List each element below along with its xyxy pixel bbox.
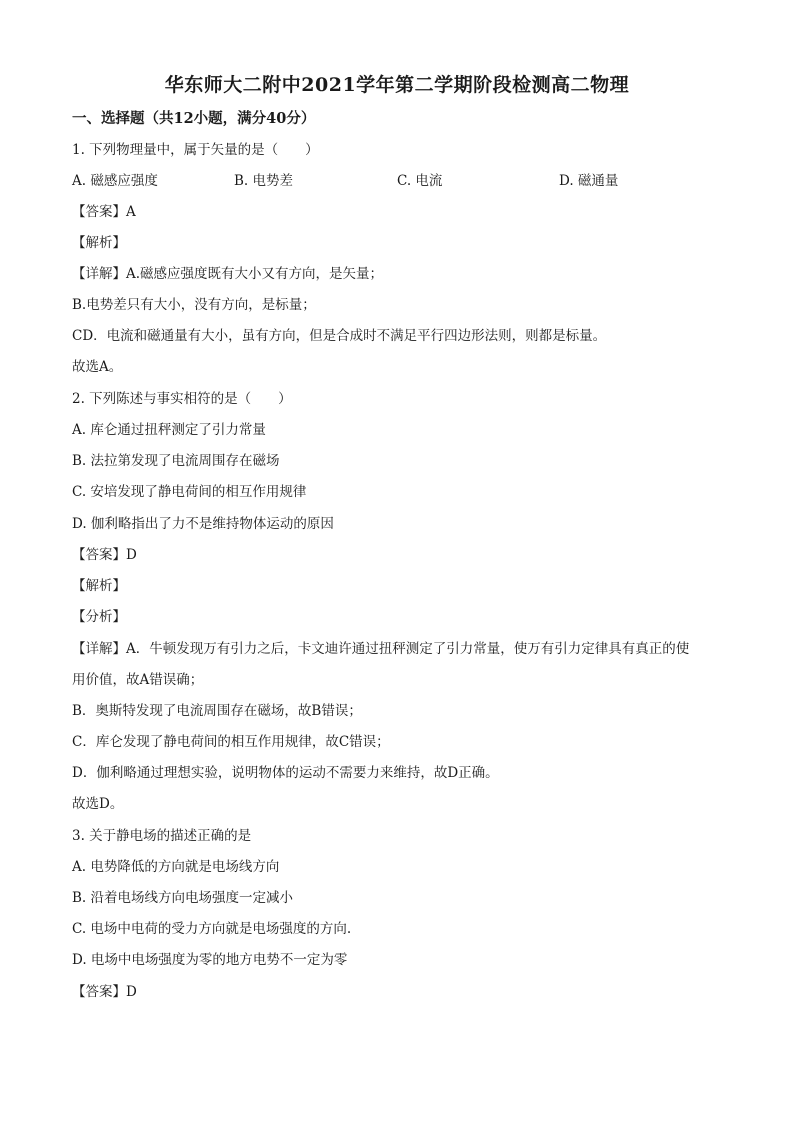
- question-3-answer: 【答案】D: [72, 984, 137, 1000]
- question-2-detail-line: 用价值，故A错误确；: [72, 672, 204, 688]
- question-1-analysis-label: 【解析】: [72, 235, 126, 251]
- question-1-options: [72, 172, 732, 190]
- question-2-option-b: B. 法拉第发现了电流周围存在磁场: [72, 453, 280, 469]
- question-2-answer: 【答案】D: [72, 547, 137, 563]
- question-3-option-d: D. 电场中电场强度为零的地方电势不一定为零: [72, 952, 348, 968]
- question-1-detail-line: CD．电流和磁通量有大小，虽有方向，但是合成时不满足平行四边形法则，则都是标量。: [72, 328, 607, 344]
- question-3-stem: 3. 关于静电场的描述正确的是: [72, 828, 252, 844]
- question-1-detail-line: 【详解】A.磁感应强度既有大小又有方向，是矢量；: [72, 266, 384, 282]
- question-2-analysis-label: 【解析】: [72, 578, 126, 594]
- question-1-option-c: C. 电流: [397, 173, 443, 189]
- question-2-stem: 2. 下列陈述与事实相符的是（ ）: [72, 391, 292, 407]
- question-2-detail-line: C．库仑发现了静电荷间的相互作用规律，故C错误；: [72, 734, 390, 750]
- page-title: 华东师大二附中2021学年第二学期阶段检测高二物理: [164, 74, 630, 96]
- question-2-option-a: A. 库仑通过扭秤测定了引力常量: [72, 422, 266, 438]
- section-heading: 一、选择题（共12小题，满分40分）: [72, 110, 316, 127]
- question-1-detail-line: 故选A。: [72, 359, 123, 375]
- question-1-option-a: A. 磁感应强度: [72, 173, 158, 189]
- question-2-detail-line: B．奥斯特发现了电流周围存在磁场，故B错误；: [72, 703, 362, 719]
- question-2-fenxi-label: 【分析】: [72, 609, 126, 625]
- question-3-option-a: A. 电势降低的方向就是电场线方向: [72, 859, 280, 875]
- question-2-detail-line: 【详解】A．牛顿发现万有引力之后，卡文迪许通过扭秤测定了引力常量，使万有引力定律具有真正的使: [72, 641, 690, 657]
- question-1-stem: 1. 下列物理量中，属于矢量的是（ ）: [72, 142, 319, 158]
- question-2-option-d: D. 伽利略指出了力不是维持物体运动的原因: [72, 516, 334, 532]
- question-2-option-c: C. 安培发现了静电荷间的相互作用规律: [72, 484, 307, 500]
- question-2-detail-line: D．伽利略通过理想实验，说明物体的运动不需要力来维持，故D正确。: [72, 765, 499, 781]
- question-1-option-b: B. 电势差: [234, 173, 294, 189]
- question-1-answer: 【答案】A: [72, 204, 136, 220]
- question-1-option-d: D. 磁通量: [559, 173, 619, 189]
- question-3-option-c: C. 电场中电荷的受力方向就是电场强度的方向.: [72, 921, 352, 937]
- question-1-detail-line: B.电势差只有大小，没有方向，是标量；: [72, 297, 316, 313]
- question-2-detail-line: 故选D。: [72, 796, 124, 812]
- question-3-option-b: B. 沿着电场线方向电场强度一定减小: [72, 890, 294, 906]
